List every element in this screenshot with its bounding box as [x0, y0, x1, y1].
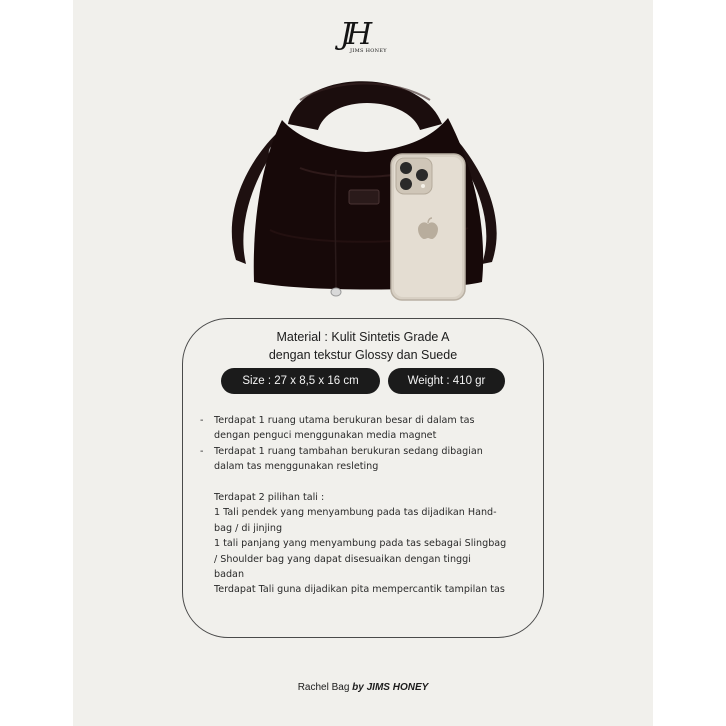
phone-logo [418, 222, 438, 239]
size-badge: Size : 27 x 8,5 x 16 cm [221, 368, 380, 394]
bag-handle [288, 81, 442, 130]
feature-line: Terdapat 1 ruang utama berukuran besar di dalam tas [214, 415, 475, 426]
feature-item [200, 413, 530, 444]
material-line-1: Material : Kulit Sintetis Grade A [276, 330, 450, 344]
feature-line: dalam tas menggunakan resleting [214, 461, 379, 473]
strap-line: bag / di jinjing [214, 522, 283, 534]
strap-line: 1 Tali pendek yang menyambung pada tas dijadikan Hand- [214, 507, 497, 519]
strap-heading: Terdapat 2 pilihan tali : [214, 492, 325, 503]
logo-monogram: JH [340, 17, 367, 52]
cord-bead [331, 288, 341, 296]
product-name: Rachel Bag [297, 682, 350, 693]
bullet-dash: - [200, 445, 204, 457]
logo-brand-name: JIMS HONEY [350, 48, 387, 54]
strap-options [214, 490, 534, 598]
strap-line: 1 tali panjang yang menyambung pada tas sebagai Slingbag [214, 538, 507, 550]
bag-cord [335, 170, 336, 288]
product-photo [0, 0, 726, 320]
strap-line: Terdapat Tali guna dijadikan pita mempercantik tampilan tas [214, 584, 505, 596]
footer-caption [0, 682, 726, 693]
material-line-2: dengan tekstur Glossy dan Suede [268, 348, 458, 362]
feature-line: Terdapat 1 ruang tambahan berukuran sedang dibagian [214, 445, 483, 457]
material-spec [0, 328, 726, 364]
strap-line: badan [214, 569, 245, 581]
weight-badge: Weight : 410 gr [388, 368, 505, 394]
strap-line: / Shoulder bag yang dapat disesuaikan dengan tinggi [214, 553, 471, 565]
feature-line: dengan penguci menggunakan media magnet [214, 430, 437, 442]
brand-patch [349, 190, 379, 204]
feature-item [200, 444, 530, 475]
footer-brand: by JIMS HONEY [352, 682, 429, 693]
feature-list [200, 413, 530, 475]
bullet-dash: - [200, 415, 204, 426]
